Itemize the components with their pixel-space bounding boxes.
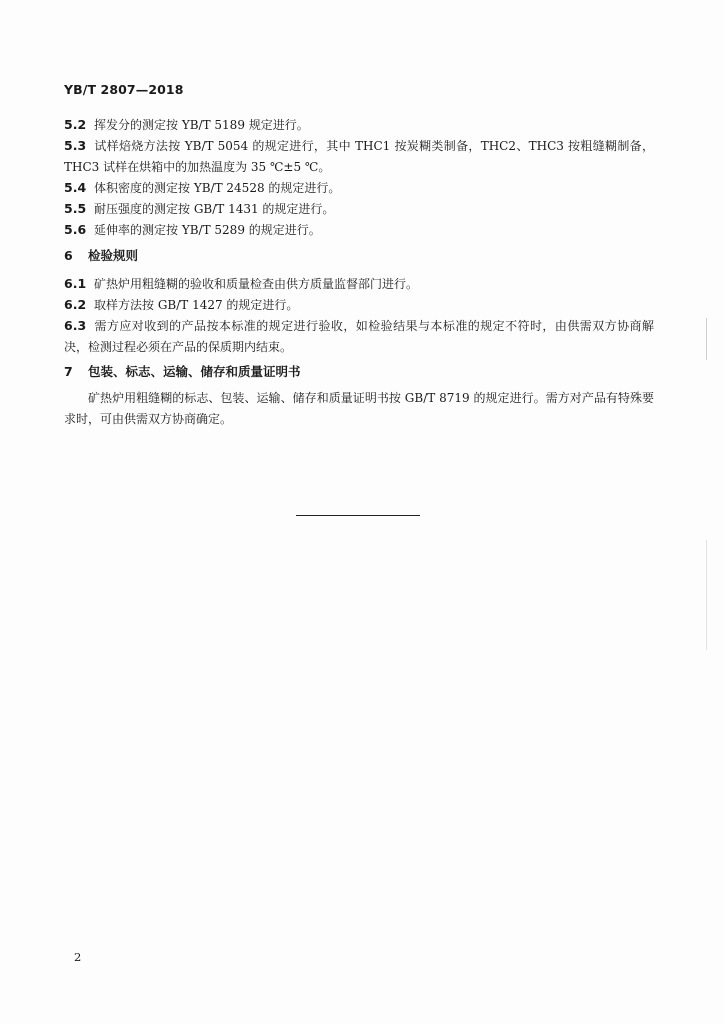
clause-number: 6.2 (64, 297, 87, 312)
clause-text: 试样焙烧方法按 YB/T 5054 的规定进行，其中 THC1 按炭糊类制备，THC2、THC3 按粗缝糊制备，THC3 试样在烘箱中的加热温度为 35 ℃±5 ℃。 (64, 139, 654, 174)
clause-number: 5.4 (64, 180, 87, 195)
clause-number: 5.6 (64, 222, 87, 237)
section-number: 7 (64, 364, 73, 379)
clause-5-2 (64, 114, 654, 136)
clause-number: 5.3 (64, 138, 87, 153)
section-6-heading (64, 246, 138, 264)
clause-text: 取样方法按 GB/T 1427 的规定进行。 (94, 298, 299, 312)
scan-edge-mark (706, 318, 707, 360)
clause-text: 耐压强度的测定按 GB/T 1431 的规定进行。 (94, 202, 335, 216)
clause-5-4 (64, 177, 654, 199)
page-number: 2 (74, 950, 82, 964)
clause-6-1 (64, 273, 654, 295)
clause-number: 5.5 (64, 201, 87, 216)
clause-5-6 (64, 219, 654, 241)
document-code: YB/T 2807—2018 (64, 82, 184, 97)
clause-number: 6.3 (64, 318, 87, 333)
clause-5-3 (64, 135, 654, 178)
clause-number: 6.1 (64, 276, 87, 291)
clause-6-3 (64, 315, 654, 358)
section-7-heading (64, 362, 301, 380)
scan-edge-mark (706, 540, 707, 650)
clause-5-5 (64, 198, 654, 220)
clause-text: 体积密度的测定按 YB/T 24528 的规定进行。 (94, 181, 341, 195)
section-number: 6 (64, 248, 73, 263)
clause-6-2 (64, 294, 654, 316)
clause-text: 挥发分的测定按 YB/T 5189 规定进行。 (94, 118, 309, 132)
section-title: 检验规则 (88, 248, 139, 263)
end-of-document-rule (296, 515, 420, 516)
clause-text: 需方应对收到的产品按本标准的规定进行验收，如检验结果与本标准的规定不符时，由供需双方协商解决，检测过程必须在产品的保质期内结束。 (64, 319, 654, 354)
clause-number: 5.2 (64, 117, 87, 132)
clause-text: 延伸率的测定按 YB/T 5289 的规定进行。 (94, 223, 321, 237)
section-title: 包装、标志、运输、储存和质量证明书 (88, 364, 301, 379)
section-7-paragraph: 矿热炉用粗缝糊的标志、包装、运输、储存和质量证明书按 GB/T 8719 的规定进行。需方对产品有特殊要求时，可由供需双方协商确定。 (64, 391, 654, 426)
clause-text: 矿热炉用粗缝糊的验收和质量检查由供方质量监督部门进行。 (94, 277, 419, 291)
